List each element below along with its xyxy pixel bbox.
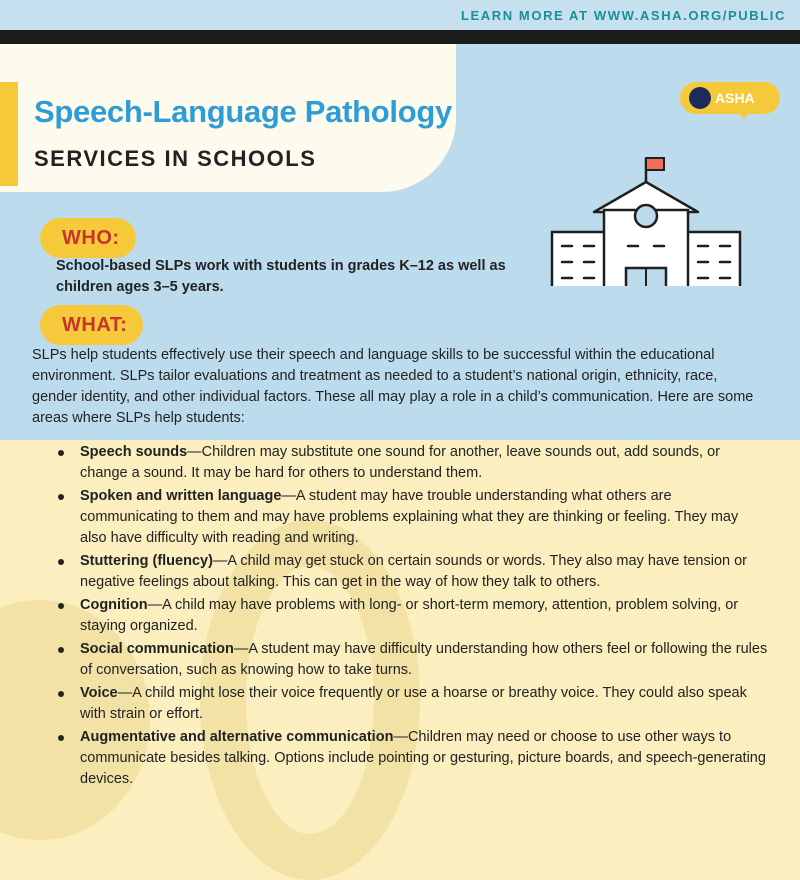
area-description: —A student may have trouble understanding what others are communicating to them and may have problems explaining what they are thinking or feeling. They may also have difficulty with reading and writing.	[80, 488, 739, 546]
school-clock	[635, 205, 657, 227]
area-description: —Children may substitute one sound for another, leave sounds out, add sounds, or change a sound. It may be hard for others to understand them.	[80, 444, 720, 481]
page-title: Speech-Language Pathology	[34, 94, 452, 129]
title-accent-bar	[0, 82, 18, 186]
asha-badge-label: ASHA	[715, 90, 755, 106]
area-description: —A child may get stuck on certain sounds or words. They also may have tension or negative feelings about talking. This can get in the way of how they talk to others.	[80, 553, 748, 590]
area-description: —A child may have problems with long- or short-term memory, attention, problem solving, or staying organized.	[80, 597, 739, 634]
list-item	[48, 551, 768, 593]
what-text: SLPs help students effectively use their speech and language skills to be successful within the educational environment. SLPs tailor evaluations and treatment as needed to a student’s national origin, ethnicity, race, gender identity, and other individual factors. These all may play a role in a child’s communication. Here are some areas where SLPs help students:	[32, 347, 754, 426]
school-right-wing	[686, 232, 740, 286]
area-description: —Children may need or choose to use other ways to communicate besides talking. Options include pointing or gesturing, picture boards, and speech-generating devices.	[80, 729, 766, 787]
asha-logo-icon	[689, 87, 711, 109]
list-item	[48, 639, 768, 681]
asha-badge	[680, 82, 780, 114]
area-term: Speech sounds	[80, 444, 188, 460]
area-term: Augmentative and alternative communication	[80, 729, 394, 745]
page-subtitle: SERVICES IN SCHOOLS	[34, 146, 317, 171]
top-strip	[0, 0, 800, 30]
flag	[646, 158, 664, 170]
list-item	[48, 595, 768, 637]
school-left-wing	[552, 232, 606, 286]
area-description: —A student may have difficulty understanding how others feel or following the rules of conversation, such as knowing how to take turns.	[80, 641, 768, 678]
area-term: Voice	[80, 685, 118, 701]
who-heading: WHO:	[40, 218, 136, 258]
learn-more-link[interactable]: LEARN MORE AT WWW.ASHA.ORG/PUBLIC	[460, 8, 786, 23]
list-item	[48, 442, 768, 484]
area-term: Stuttering (fluency)	[80, 553, 213, 569]
list-item	[48, 683, 768, 725]
area-term: Social communication	[80, 641, 234, 657]
what-heading: WHAT:	[40, 305, 143, 345]
who-text: School-based SLPs work with students in grades K–12 as well as children ages 3–5 years.	[56, 258, 506, 295]
area-description: —A child might lose their voice frequently or use a hoarse or breathy voice. They could also speak with strain or effort.	[80, 685, 747, 722]
school-building-icon	[548, 150, 744, 286]
list-item	[48, 727, 768, 790]
header-divider	[0, 30, 800, 44]
area-term: Cognition	[80, 597, 148, 613]
areas-list	[48, 442, 768, 792]
list-item	[48, 486, 768, 549]
area-term: Spoken and written language	[80, 488, 282, 504]
